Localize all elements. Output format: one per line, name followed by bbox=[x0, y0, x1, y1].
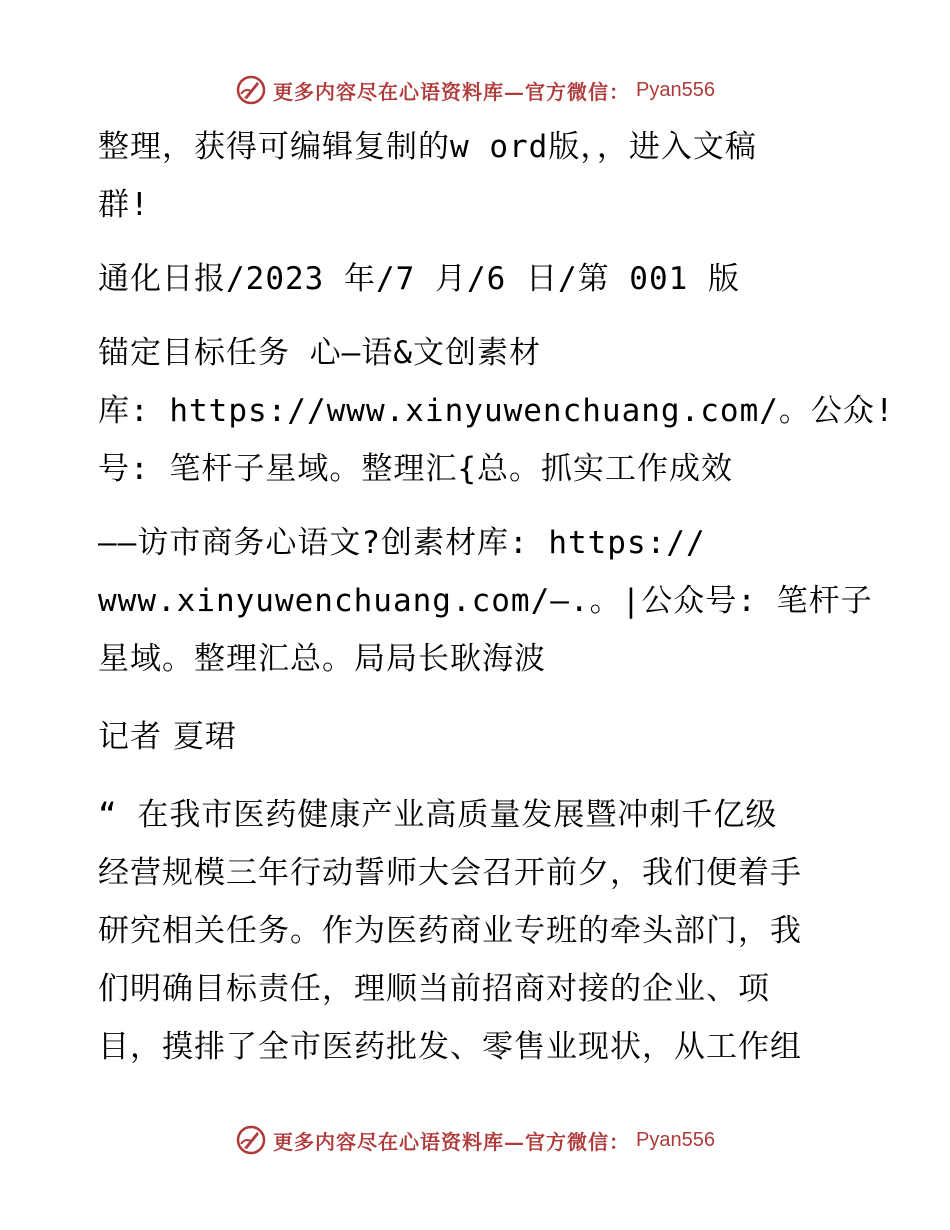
footer-watermark-banner bbox=[0, 1120, 950, 1160]
reporter-byline: 记者 夏珺 bbox=[98, 719, 237, 755]
header-watermark-banner bbox=[0, 70, 950, 110]
document-body bbox=[98, 118, 895, 1076]
footer-watermark-text: 更多内容尽在心语资料库—官方微信： bbox=[273, 1129, 631, 1154]
footer-watermark bbox=[235, 1124, 715, 1156]
body-paragraph-line-3: 研究相关任务。作为医药商业专班的牵头部门，我 bbox=[98, 913, 802, 949]
header-watermark bbox=[235, 74, 715, 106]
subheadline-line-3: 星域。整理汇总。局局长耿海波 bbox=[98, 641, 546, 677]
headline-line-3: 号: 笔杆子星域。整理汇{总。抓实工作成效 bbox=[98, 451, 733, 487]
subheadline-line-1: ——访市商务心语文?创素材库: https:// bbox=[98, 525, 706, 561]
quill-logo-icon bbox=[235, 1124, 267, 1156]
body-paragraph-line-4: 们明确目标责任，理顺当前招商对接的企业、项 bbox=[98, 971, 770, 1007]
publication-info: 通化日报/2023 年/7 月/6 日/第 001 版 bbox=[98, 261, 740, 297]
body-paragraph-line-2: 经营规模三年行动誓师大会召开前夕，我们便着手 bbox=[98, 855, 802, 891]
body-paragraph-line-1: “ 在我市医药健康产业高质量发展暨冲刺千亿级 bbox=[98, 797, 778, 833]
headline-line-1: 锚定目标任务 心—语&文创素材 bbox=[98, 335, 541, 371]
intro-line-1: 整理，获得可编辑复制的w ord版，，进入文稿 bbox=[98, 129, 757, 165]
footer-watermark-wechat-id: Pyan556 bbox=[636, 1128, 715, 1151]
headline-line-2: 库: https://www.xinyuwenchuang.com/。公众! bbox=[98, 393, 895, 429]
header-watermark-wechat-id: Pyan556 bbox=[636, 78, 715, 101]
quill-logo-icon bbox=[235, 74, 267, 106]
body-paragraph-line-5: 目，摸排了全市医药批发、零售业现状，从工作组 bbox=[98, 1029, 802, 1065]
header-watermark-text: 更多内容尽在心语资料库—官方微信： bbox=[273, 79, 631, 104]
subheadline-line-2: www.xinyuwenchuang.com/—.。|公众号: 笔杆子 bbox=[98, 583, 873, 619]
intro-line-2: 群! bbox=[98, 187, 150, 223]
